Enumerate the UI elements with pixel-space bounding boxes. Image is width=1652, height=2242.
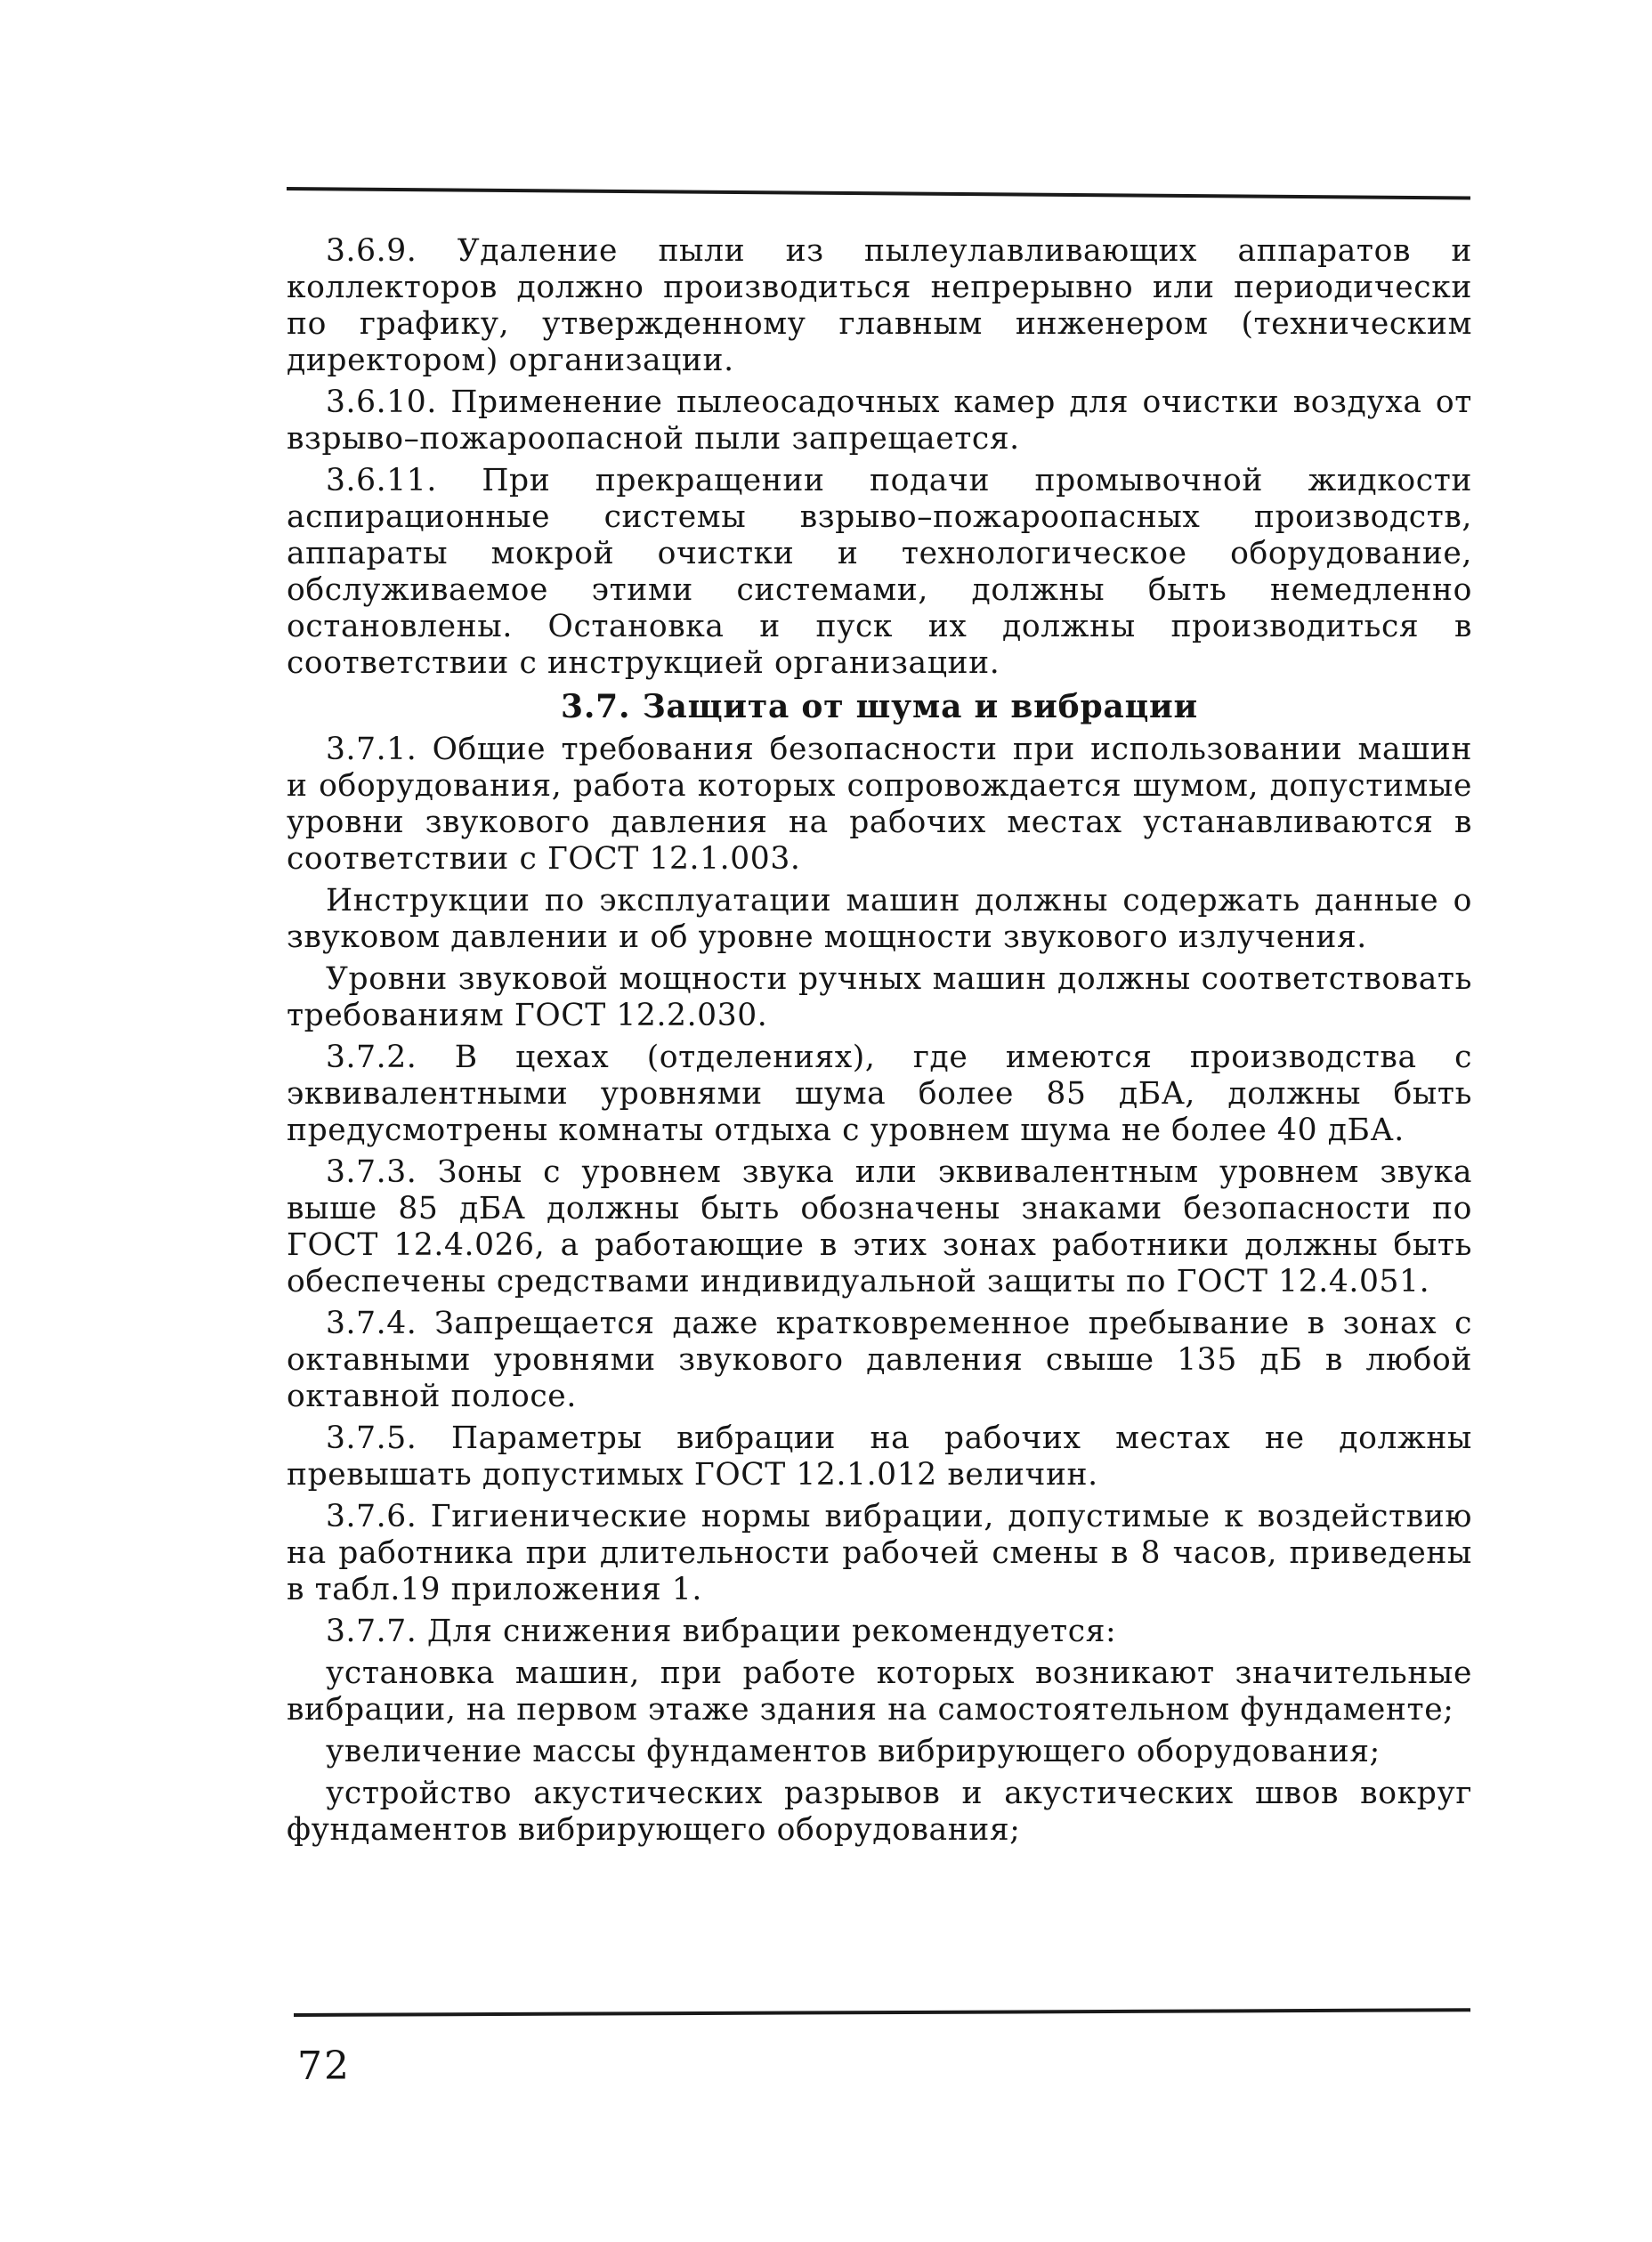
page-number: 72 (297, 2044, 351, 2089)
list-item-acoustic-gaps: устройство акустических разрывов и акустических швов вокруг фундаментов вибрирующего оборудования; (287, 1776, 1472, 1848)
paragraph-3-7-7: 3.7.7. Для снижения вибрации рекомендуется: (326, 1614, 1117, 1649)
section-heading: 3.7. Защита от шума и вибрации (561, 688, 1198, 725)
paragraph-3-7-4: 3.7.4. Запрещается даже кратковременное пребывание в зонах с октавными уровнями звукового давления свыше 135 дБ в любой октавной полосе. (287, 1306, 1472, 1414)
paragraph-3-6-10: 3.6.10. Применение пылеосадочных камер для очистки воздуха от взрыво–пожароопасной пыли запрещается. (287, 384, 1472, 457)
paragraph-sound-power: Уровни звуковой мощности ручных машин должны соответствовать требованиям ГОСТ 12.2.030. (287, 961, 1472, 1033)
paragraph-3-7-2: 3.7.2. В цехах (отделениях), где имеются производства с эквивалентными уровнями шума более 85 дБА, должны быть предусмотрены комнаты отдыха с уровнем шума не более 40 дБА. (287, 1040, 1472, 1148)
paragraph-3-7-5: 3.7.5. Параметры вибрации на рабочих местах не должны превышать допустимых ГОСТ 12.1.012 величин. (287, 1420, 1472, 1493)
paragraph-3-7-6: 3.7.6. Гигиенические нормы вибрации, допустимые к воздействию на работника при длительности рабочей смены в 8 часов, приведены в табл.19 приложения 1. (287, 1499, 1472, 1607)
list-item-machine-installation: установка машин, при работе которых возникают значительные вибрации, на первом этаже здания на самостоятельном фундаменте; (287, 1655, 1472, 1728)
paragraph-3-6-11: 3.6.11. При прекращении подачи промывочной жидкости аспирационные системы взрыво–пожароопасных производств, аппараты мокрой очистки и технологическое оборудование, обслуживаемое этими системами, должны быть немедленно остановлены. Остановка и пуск их должны производиться в соответствии с инструкцией организации. (287, 463, 1472, 681)
bottom-rule (294, 2008, 1470, 2017)
paragraph-instructions: Инструкции по эксплуатации машин должны содержать данные о звуковом давлении и об уровне мощности звукового излучения. (287, 883, 1472, 955)
page-content (287, 233, 1472, 1854)
list-item-foundation-mass: увеличение массы фундаментов вибрирующего оборудования; (326, 1734, 1381, 1769)
paragraph-3-6-9: 3.6.9. Удаление пыли из пылеулавливающих аппаратов и коллекторов должно производиться непрерывно или периодически по графику, утвержденному главным инженером (техническим директором) организации. (287, 233, 1472, 378)
paragraph-3-7-1: 3.7.1. Общие требования безопасности при использовании машин и оборудования, работа которых сопровождается шумом, допустимые уровни звукового давления на рабочих местах устанавливаются в соответствии с ГОСТ 12.1.003. (287, 732, 1472, 877)
paragraph-3-7-3: 3.7.3. Зоны с уровнем звука или эквивалентным уровнем звука выше 85 дБА должны быть обозначены знаками безопасности по ГОСТ 12.4.026, а работающие в этих зонах работники должны быть обеспечены средствами индивидуальной защиты по ГОСТ 12.4.051. (287, 1154, 1472, 1299)
top-rule (287, 187, 1470, 199)
